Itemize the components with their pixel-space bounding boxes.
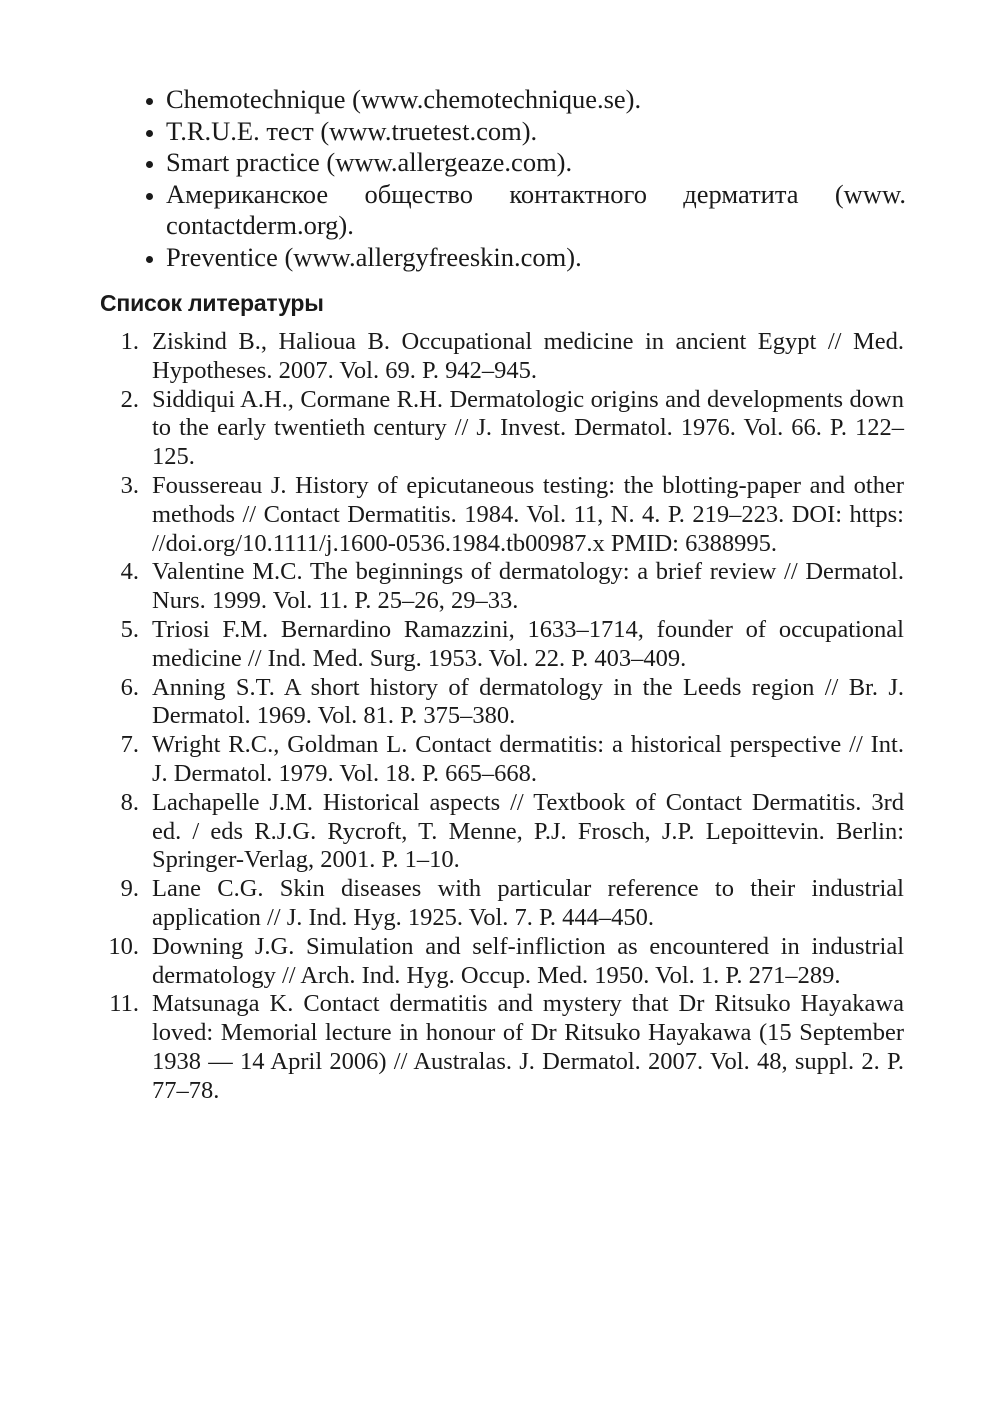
reference-number: 3. bbox=[120, 471, 139, 499]
resource-list bbox=[166, 84, 906, 273]
reference-item bbox=[120, 328, 904, 386]
reference-number: 9. bbox=[120, 875, 139, 903]
reference-item bbox=[120, 673, 904, 732]
reference-number: 10. bbox=[108, 932, 139, 960]
reference-text: Foussereau J. History of epicutaneous testing: the blotting-paper and other methods // Contact Dermatitis. 1984. Vol. 11, N. 4. P. 219–223. DOI: https: //doi.org/10.1111/j.1600-0536.1984.tb00987.x PMID: 6388995. bbox=[152, 471, 904, 557]
reference-item bbox=[109, 990, 904, 1105]
resource-item: Smart practice (www.allergeaze.com). bbox=[166, 147, 906, 179]
reference-number: 6. bbox=[120, 673, 139, 701]
reference-text: Downing J.G. Simulation and self-infliction as encountered in industrial dermatology // Arch. Ind. Hyg. Occup. Med. 1950. Vol. 1. P. 271–289. bbox=[152, 932, 904, 989]
reference-item bbox=[120, 875, 904, 933]
reference-text: Lachapelle J.M. Historical aspects // Textbook of Contact Dermatitis. 3rd ed. / eds R.J.G. Rycroft, T. Menne, P.J. Frosch, J.P. Lepoittevin. Berlin: Springer-Verlag, 2001. P. 1–10. bbox=[152, 788, 904, 874]
reference-item bbox=[120, 385, 904, 472]
reference-text: Triosi F.M. Bernardino Ramazzini, 1633–1714, founder of occupational medicine // Ind. Med. Surg. 1953. Vol. 22. P. 403–409. bbox=[152, 615, 904, 672]
reference-item bbox=[120, 615, 904, 674]
reference-text: Anning S.T. A short history of dermatology in the Leeds region // Br. J. Dermatol. 1969. Vol. 81. P. 375–380. bbox=[152, 673, 904, 730]
references-list bbox=[108, 328, 904, 1106]
references-heading: Список литературы bbox=[100, 290, 324, 316]
reference-text: Wright R.C., Goldman L. Contact dermatitis: a historical perspective // Int. J. Dermatol. 1979. Vol. 18. P. 665–668. bbox=[152, 731, 904, 787]
reference-text: Matsunaga K. Contact dermatitis and mystery that Dr Ritsuko Hayakawa loved: Memorial lecture in honour of Dr Ritsuko Hayakawa (15 September 1938 — 14 April 2006) // Australas. J. Dermatol. 2007. Vol. 48, suppl. 2. P. 77–78. bbox=[152, 990, 904, 1104]
resource-item: Американское общество контактного дерматита (www. contactderm.org). bbox=[166, 178, 906, 240]
reference-text: Lane C.G. Skin diseases with particular reference to their industrial application // J. Ind. Hyg. 1925. Vol. 7. P. 444–450. bbox=[152, 875, 904, 931]
reference-number: 8. bbox=[120, 788, 139, 816]
resource-item: T.R.U.E. тест (www.truetest.com). bbox=[166, 116, 906, 148]
reference-number: 4. bbox=[120, 558, 139, 586]
reference-number: 1. bbox=[120, 328, 139, 355]
resource-item: Preventice (www.allergyfreeskin.com). bbox=[166, 242, 906, 274]
reference-number: 7. bbox=[120, 731, 139, 759]
reference-text: Valentine M.C. The beginnings of dermatology: a brief review // Dermatol. Nurs. 1999. Vol. 11. P. 25–26, 29–33. bbox=[152, 558, 904, 615]
resource-item: Chemotechnique (www.chemotechnique.se). bbox=[166, 84, 906, 116]
reference-item bbox=[120, 471, 904, 558]
reference-text: Siddiqui A.H., Cormane R.H. Dermatologic origins and developments down to the early twentieth century // J. Invest. Dermatol. 1976. Vol. 66. P. 122–125. bbox=[152, 385, 904, 471]
reference-number: 2. bbox=[120, 385, 139, 413]
reference-number: 5. bbox=[120, 615, 139, 643]
reference-item bbox=[120, 788, 904, 875]
reference-item bbox=[120, 731, 904, 789]
reference-item bbox=[120, 558, 904, 616]
reference-text: Ziskind B., Halioua B. Occupational medicine in ancient Egypt // Med. Hypotheses. 2007. Vol. 69. P. 942–945. bbox=[152, 328, 904, 384]
reference-number: 11. bbox=[109, 990, 139, 1018]
reference-item bbox=[108, 932, 904, 991]
